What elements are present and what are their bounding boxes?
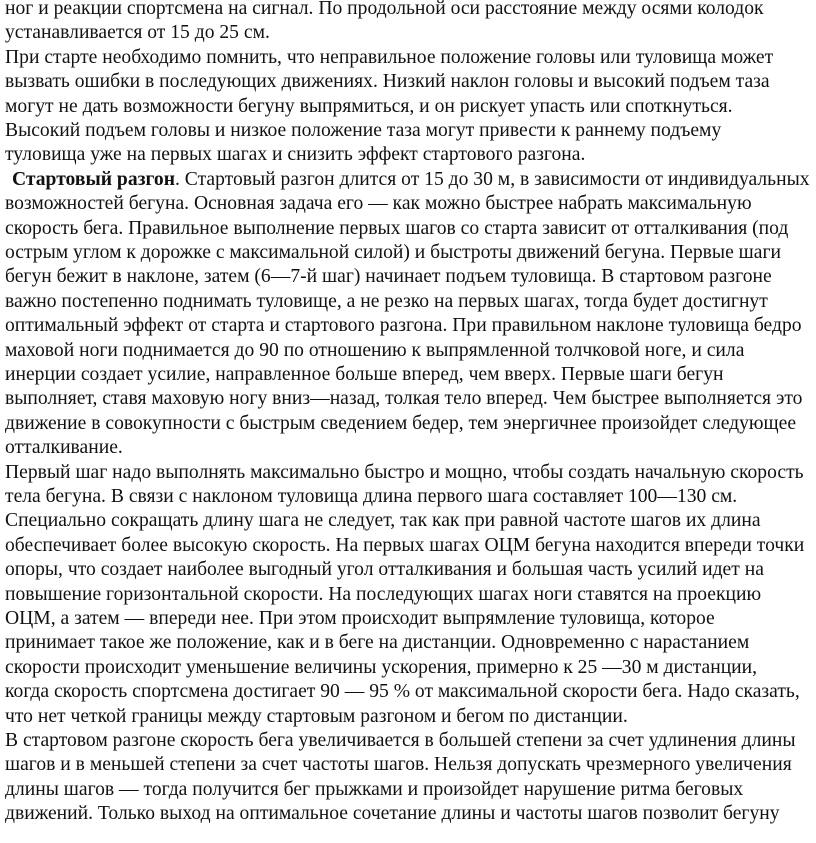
text-line: шагов и в меньшей степени за счет частоты шагов. Нельзя допускать чрезмерного увеличения: [5, 754, 792, 775]
text-line-rest: . Стартовый разгон длится от 15 до 30 м, в зависимости от индивидуальных: [175, 169, 810, 190]
text-line: туловища уже на первых шагах и снизить эффект стартового разгона.: [5, 144, 586, 165]
text-line: повышение горизонтальной скорости. На последующих шагах ноги ставятся на проекцию: [5, 584, 762, 605]
text-line: скорости происходит уменьшение величины ускорения, примерно к 25 —30 м дистанции,: [5, 657, 758, 678]
text-line: [12, 168, 810, 192]
text-line: возможностей бегуна. Основная задача его — как можно быстрее набрать максимальную: [5, 193, 752, 214]
text-line: В стартовом разгоне скорость бега увеличивается в большей степени за счет удлинения длины: [5, 730, 796, 751]
text-line: тела бегуна. В связи с наклоном туловища длина первого шага составляет 100—130 см.: [5, 486, 738, 507]
text-line: важно постепенно поднимать туловище, а не резко на первых шагах, тогда будет достигнут: [5, 291, 768, 312]
text-line: вызвать ошибки в последующих движениях. Низкий наклон головы и высокий подъем таза: [5, 71, 770, 92]
text-line: движение в совокупности с быстрым сведением бедер, тем энергичнее произойдет следующее: [5, 413, 797, 434]
text-line: движений. Только выход на оптимальное сочетание длины и частоты шагов позволит бегуну: [5, 803, 780, 824]
text-line: бегун бежит в наклоне, затем (6—7-й шаг) начинает подъем туловища. В стартовом разгоне: [5, 266, 772, 287]
text-line: При старте необходимо помнить, что неправильное положение головы или туловища может: [5, 47, 774, 68]
text-line: длины шагов — тогда получится бег прыжками и произойдет нарушение ритма беговых: [5, 779, 744, 800]
text-line: инерции создает усилие, направленное больше вперед, чем вверх. Первые шаги бегун: [5, 364, 724, 385]
text-line: Специально сокращать длину шага не следует, так как при равной частоте шагов их длина: [5, 510, 761, 531]
section-heading: Стартовый разгон: [12, 169, 175, 190]
text-line: могут не дать возможности бегуну выпрямиться, и он рискует упасть или споткнуться.: [5, 96, 733, 117]
text-line: отталкивание.: [5, 437, 123, 458]
text-line: Первый шаг надо выполнять максимально быстро и мощно, чтобы создать начальную скорость: [5, 462, 804, 483]
text-line: обеспечивает более высокую скорость. На первых шагах ОЦМ бегуна находится впереди точки: [5, 535, 805, 556]
text-line: когда скорость спортсмена достигает 90 — 95 % от максимальной скорости бега. Надо сказать,: [5, 681, 800, 702]
text-line: выполняет, ставя маховую ногу вниз—назад, толкая тело вперед. Чем быстрее выполняется это: [5, 388, 803, 409]
text-line: устанавливается от 15 до 25 см.: [5, 22, 270, 43]
text-line: маховой ноги поднимается до 90 по отношению к выпрямленной толчковой ноге, и сила: [5, 340, 745, 361]
text-line: острым углом к дорожке с максимальной силой) и быстроты движений бегуна. Первые шаги: [5, 242, 781, 263]
text-line: опоры, что создает наиболее выгодный угол отталкивания и большая часть усилий идет на: [5, 559, 764, 580]
text-line: принимает такое же положение, как и в беге на дистанции. Одновременно с нарастанием: [5, 632, 750, 653]
text-line: Высокий подъем головы и низкое положение таза могут привести к раннему подъему: [5, 120, 722, 141]
text-line: ног и реакции спортсмена на сигнал. По продольной оси расстояние между осями колодок: [5, 0, 764, 19]
text-line: оптимальный эффект от старта и стартового разгона. При правильном наклоне туловища бедро: [5, 315, 802, 336]
text-line: что нет четкой границы между стартовым разгоном и бегом по дистанции.: [5, 706, 628, 727]
text-line: ОЦМ, а затем — впереди нее. При этом происходит выпрямление туловища, которое: [5, 608, 715, 629]
text-line: скорость бега. Правильное выполнение первых шагов со старта зависит от отталкивания (под: [5, 218, 789, 239]
